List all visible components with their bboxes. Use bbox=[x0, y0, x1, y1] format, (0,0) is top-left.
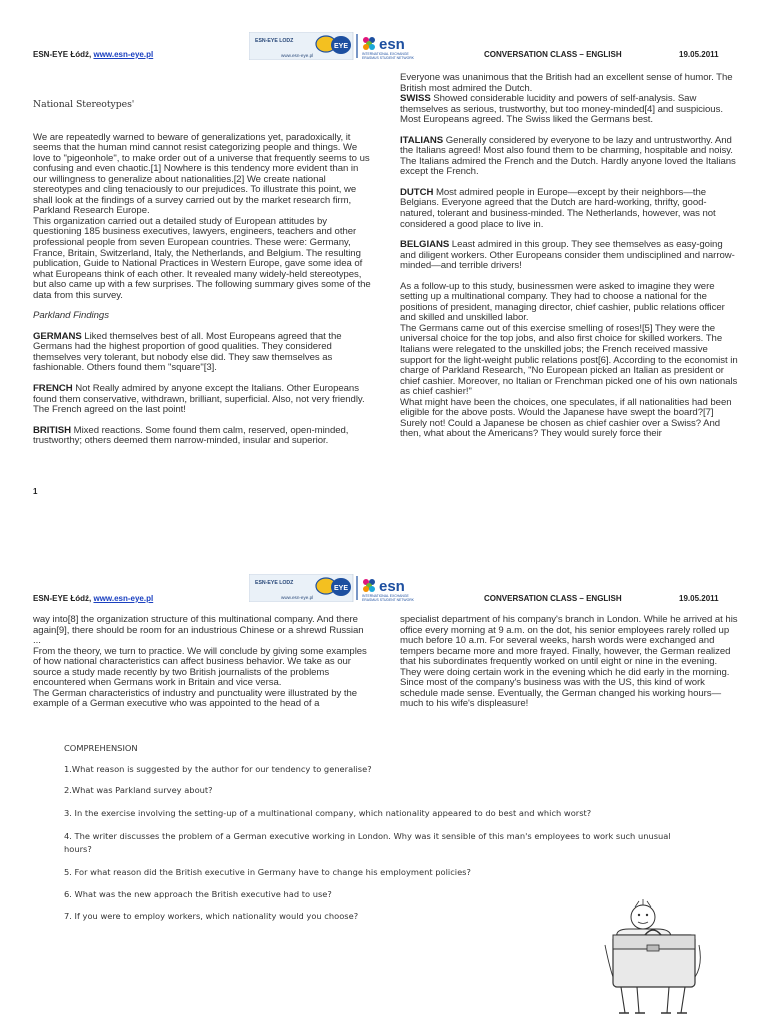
page-number: 1 bbox=[33, 487, 38, 496]
germans-label: GERMANS bbox=[33, 330, 82, 342]
question-5: 5. For what reason did the British executive in Germany have to change his employment policies? bbox=[64, 867, 471, 877]
dutch-text: Most admired people in Europe—except by their neighbors—the Belgians. Everyone agreed that the Dutch are hard-working, thrifty, good-natured, tolerant and business-minded. The Netherlands, however, was not considered a good place to live in. bbox=[400, 186, 716, 230]
esn-wordmark: esn bbox=[379, 36, 405, 53]
speculation-paragraph: What might have been the choices, one speculates, if all nationalities had been eligible for the above posts. Would the Japanese have swept the board?[7] Surely not! Could a Japanese be chosen as chief cashier over a Swiss? And then, what about the Americans? They would surely force their bbox=[400, 396, 732, 440]
italians-text: Generally considered by everyone to be lazy and untrustworthy. And the Italians agreed! Most also found them to be charming, hospitable and noisy. The Italians admired the French and the Dutch. Hardly anyone loved the Italians except the French. bbox=[400, 134, 736, 178]
page2-left-column bbox=[33, 615, 371, 710]
page1-right-column bbox=[400, 73, 738, 440]
swiss-paragraph bbox=[400, 94, 738, 126]
british-humor-text: Everyone was unanimous that the British had an excellent sense of humor. The British most admired the Dutch. bbox=[400, 72, 733, 94]
org-name: ESN-EYE Łódź, bbox=[33, 50, 92, 59]
french-paragraph bbox=[33, 384, 371, 416]
page1-left-column bbox=[33, 100, 371, 457]
website-link[interactable]: www.esn-eye.pl bbox=[93, 50, 154, 59]
london-branch-paragraph: specialist department of his company's branch in London. While he arrived at his office every morning at 9 a.m. on the dot, his senior employees rarely rolled up much before 10 a.m. For several weeks, harsh words were exchanged and tempers became more and more frayed. Finally, however, the German realized that his subordinates frequently worked on until eight or nine in the evening. They were doing certain work in the evening which he did early in the morning. Since most of the company's business was with the US, this kind of work schedule made sense. Eventually, the German changed his working hours—much to his wife's displeasure! bbox=[400, 614, 738, 710]
header-logo-2 bbox=[249, 574, 451, 602]
header-org-2 bbox=[33, 594, 153, 603]
header-date-2: 19.05.2011 bbox=[679, 594, 719, 603]
class-label: CONVERSATION CLASS – ENGLISH bbox=[484, 50, 622, 59]
roses-paragraph: The Germans came out of this exercise smelling of roses![5] They were the universal choice for the top jobs, and also first choice for skilled workers. The Italians were relegated to the unskilled jobs; the French received massive support for the light-weight public relations post[6]. According to the economist in charge of Parkland Research, "No European picked an Italian as president or chief cashier. Moreover, no Italian or Frenchman picked one of his own nationals as chief cashier!" bbox=[400, 322, 738, 398]
question-6: 6. What was the new approach the British executive had to use? bbox=[64, 889, 332, 899]
practice-paragraph: From the theory, we turn to practice. We will conclude by giving some examples of how national characteristics can affect business behavior. We take as our source a study made recently by two British journalists of the problems encountered when Germans work in Britain and vice versa. bbox=[33, 645, 367, 689]
question-4-continued: hours? bbox=[64, 844, 92, 854]
dutch-paragraph bbox=[400, 188, 738, 230]
logo-text-url: www.esn-eye.pl bbox=[281, 53, 314, 58]
businessman-briefcase-icon bbox=[595, 895, 720, 1020]
german-executive-paragraph: The German characteristics of industry and punctuality were illustrated by the example of a German executive who was appointed to the head of a bbox=[33, 687, 358, 710]
british-text: Mixed reactions. Some found them calm, reserved, open-minded, trustworthy; others deemed them narrow-minded, insular and superior. bbox=[33, 424, 349, 447]
article-title: National Stereotypes' bbox=[33, 99, 135, 110]
question-4: 4. The writer discusses the problem of a German executive working in London. Why was it sensible of this man's employees to work such unusual bbox=[64, 831, 671, 841]
org-name-2: ESN-EYE Łódź, bbox=[33, 594, 92, 603]
french-label: FRENCH bbox=[33, 383, 73, 395]
findings-heading: Parkland Findings bbox=[33, 310, 109, 322]
swiss-label: SWISS bbox=[400, 93, 431, 105]
page2-right-column bbox=[400, 615, 738, 710]
esn-subtitle-1: INTERNATIONAL EXCHANGE bbox=[362, 52, 409, 56]
esn-star-icon-2 bbox=[363, 579, 375, 592]
logo-badge-text: EYE bbox=[334, 43, 349, 50]
swiss-text: Showed considerable lucidity and powers of self-analysis. Saw themselves as serious, trustworthy, but too money-minded[4] and suspicious. Most Europeans agreed. The Swiss liked the Germans best. bbox=[400, 93, 723, 126]
intro-paragraph-2: This organization carried out a detailed study of European attitudes by questioning 185 business executives, lawyers, engineers, teachers and other professional people from seven European countries. These were: Germany, France, Britain, Switzerland, Italy, the Netherlands, and Belgium. The resulting publication, Guide to National Practices in Western Europe, gave some idea of what Europeans think of each other. It revealed many widely-held stereotypes, but also came up with a few surprises. The following summary gives some of the data from this survey. bbox=[33, 215, 371, 301]
esn-star-icon bbox=[363, 37, 375, 50]
logo-badge-text-2: EYE bbox=[334, 585, 349, 592]
intro-paragraph: We are repeatedly warned to beware of generalizations yet, paradoxically, it seems that the human mind cannot resist categorizing people and things. We love to "pigeonhole", to make order out of a universe that frequently seems to us confusing and even chaotic.[1] Nowhere is this tendency more evident than in our willingness to generalize about nationalities.[2] We create national stereotypes and cling tenaciously to our prejudices. To illustrate this point, we shall look at the findings of a survey carried out by the market research firm, Parkland Research Europe. bbox=[33, 131, 370, 217]
question-2: 2.What was Parkland survey about? bbox=[64, 785, 213, 795]
british-label: BRITISH bbox=[33, 424, 72, 436]
question-1: 1.What reason is suggested by the author for our tendency to generalise? bbox=[64, 764, 372, 774]
class-label-2: CONVERSATION CLASS – ENGLISH bbox=[484, 594, 622, 603]
british-paragraph bbox=[33, 426, 371, 447]
comprehension-heading: COMPREHENSION bbox=[64, 743, 138, 753]
belgians-paragraph bbox=[400, 240, 738, 272]
esn-wordmark-2: esn bbox=[379, 578, 405, 595]
header-date: 19.05.2011 bbox=[679, 50, 719, 59]
germans-paragraph bbox=[33, 332, 371, 374]
esn-subtitle-2b: ERASMUS STUDENT NETWORK bbox=[362, 598, 414, 602]
continuation-paragraph: way into[8] the organization structure of this multinational company. And there again[9], there should be room for an industrious Chinese or a shrewd Russian ... bbox=[33, 614, 364, 647]
dutch-label: DUTCH bbox=[400, 186, 434, 198]
question-7: 7. If you were to employ workers, which nationality would you choose? bbox=[64, 911, 359, 921]
website-link-2[interactable]: www.esn-eye.pl bbox=[93, 594, 154, 603]
germans-text: Liked themselves best of all. Most Europeans agreed that the Germans had the highest proportion of good qualities. They considered themselves very tolerant, but nobody else did. They saw themselves as fashionable. Others found them "square"[3]. bbox=[33, 330, 342, 374]
header-org bbox=[33, 50, 153, 59]
belgians-text: Least admired in this group. They see themselves as easy-going and diligent workers. Other Europeans consider them undisciplined and narrow-minded—and terrible drivers! bbox=[400, 239, 735, 272]
esn-subtitle-1b: INTERNATIONAL EXCHANGE bbox=[362, 594, 409, 598]
italians-label: ITALIANS bbox=[400, 134, 444, 146]
french-text: Not Really admired by anyone except the Italians. Other Europeans found them conservative, withdrawn, brilliant, superficial. Also, not very friendly. The French agreed on the last point! bbox=[33, 383, 365, 416]
question-3: 3. In the exercise involving the setting-up of a multinational company, which nationality appeared to do best and which worst? bbox=[64, 808, 592, 818]
belgians-label: BELGIANS bbox=[400, 239, 450, 251]
italians-paragraph bbox=[400, 136, 738, 178]
esn-subtitle-2: ERASMUS STUDENT NETWORK bbox=[362, 56, 414, 60]
followup-paragraph: As a follow-up to this study, businessmen were asked to imagine they were setting up a multinational company. They had to choose a national for the positions of president, managing director, chief cashier, public relations officer and skilled and unskilled labor. bbox=[400, 280, 725, 324]
logo-text-url-2: www.esn-eye.pl bbox=[281, 595, 314, 600]
logo-text-main: ESN-EYE LODZ bbox=[255, 38, 294, 44]
logo-text-main-2: ESN-EYE LODZ bbox=[255, 580, 294, 586]
header-logo bbox=[249, 32, 451, 60]
